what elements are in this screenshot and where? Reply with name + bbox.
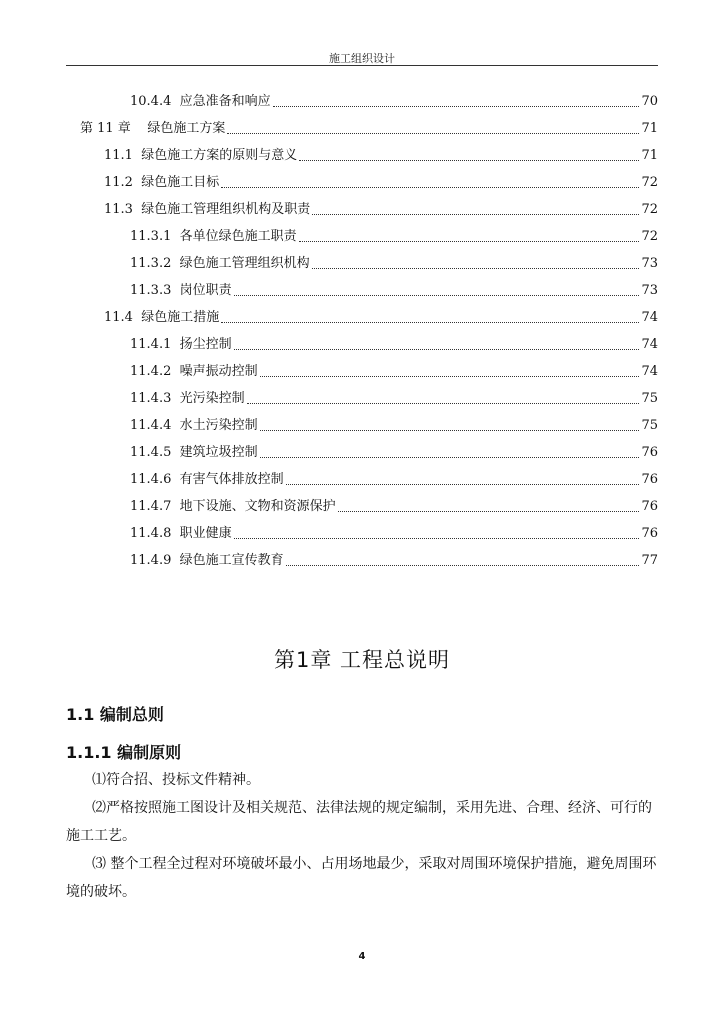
toc-entry[interactable]	[130, 227, 658, 247]
toc-entry-label: 11.4.3 光污染控制	[130, 391, 245, 406]
toc-entry[interactable]	[130, 416, 658, 436]
toc-entry-label: 10.4.4 应急准备和响应	[130, 94, 271, 109]
toc-entry[interactable]	[130, 281, 658, 301]
toc-leader-dots	[260, 456, 640, 458]
toc-entry-label: 11.4.4 水土污染控制	[130, 418, 258, 433]
toc-leader-dots	[312, 213, 639, 215]
toc-entry-label: 11.4.7 地下设施、文物和资源保护	[130, 499, 336, 514]
toc-leader-dots	[312, 267, 640, 269]
toc-entry-page: 75	[641, 391, 658, 406]
toc-leader-dots	[234, 348, 640, 350]
toc-entry-label: 11.4.1 扬尘控制	[130, 337, 232, 352]
toc-entry-page: 71	[641, 121, 658, 136]
paragraph-text: ⑴符合招、投标文件精神。	[92, 772, 260, 788]
subsection-heading: 1.1.1 编制原则	[66, 743, 182, 762]
toc-entry[interactable]	[130, 524, 658, 544]
toc-entry-label: 第 11 章 绿色施工方案	[80, 121, 226, 136]
toc-leader-dots	[286, 483, 640, 485]
toc-entry-page: 76	[641, 526, 658, 541]
toc-entry-page: 73	[641, 256, 658, 271]
running-header: 施工组织设计	[329, 52, 395, 65]
toc-leader-dots	[299, 240, 640, 242]
toc-entry-page: 72	[641, 202, 658, 217]
toc-entry-page: 70	[641, 94, 658, 109]
toc-entry-label: 11.3 绿色施工管理组织机构及职责	[104, 202, 311, 217]
chapter-title: 第1章 工程总说明	[273, 648, 451, 672]
toc-entry[interactable]	[130, 389, 658, 409]
toc-entry[interactable]	[130, 443, 658, 463]
toc-entry[interactable]	[130, 362, 658, 382]
body-paragraph	[66, 766, 658, 794]
toc-entry-page: 71	[641, 148, 658, 163]
body-paragraph	[66, 850, 658, 906]
page-number: 4	[358, 951, 366, 962]
toc-leader-dots	[247, 402, 640, 404]
toc-leader-dots	[260, 429, 640, 431]
paragraph-text: ⑶ 整个工程全过程对环境破坏最小、占用场地最少，采取对周围环境保护措施，避免周围环境的破坏。	[66, 856, 657, 900]
toc-entry-page: 72	[641, 175, 658, 190]
toc-entry-page: 72	[641, 229, 658, 244]
toc-leader-dots	[234, 537, 640, 539]
toc-entry[interactable]	[130, 92, 658, 112]
toc-entry-page: 74	[641, 337, 658, 352]
toc-leader-dots	[299, 159, 639, 161]
toc-entry-page: 75	[641, 418, 658, 433]
toc-entry-page: 76	[641, 499, 658, 514]
toc-entry-label: 11.4.8 职业健康	[130, 526, 232, 541]
toc-entry-label: 11.4.2 噪声振动控制	[130, 364, 258, 379]
toc-entry-label: 11.3.1 各单位绿色施工职责	[130, 229, 297, 244]
toc-entry-label: 11.3.3 岗位职责	[130, 283, 232, 298]
toc-entry-page: 74	[641, 310, 658, 325]
toc-entry[interactable]	[104, 146, 658, 166]
toc-entry[interactable]	[130, 551, 658, 571]
toc-entry[interactable]	[130, 470, 658, 490]
toc-leader-dots	[221, 321, 639, 323]
toc-leader-dots	[338, 510, 640, 512]
header-divider	[66, 65, 658, 66]
toc-entry-page: 76	[641, 472, 658, 487]
toc-entry-label: 11.4.6 有害气体排放控制	[130, 472, 284, 487]
toc-entry-page: 74	[641, 364, 658, 379]
toc-entry-label: 11.1 绿色施工方案的原则与意义	[104, 148, 298, 163]
toc-leader-dots	[260, 375, 640, 377]
toc-entry[interactable]	[80, 119, 658, 139]
toc-leader-dots	[286, 564, 640, 566]
toc-entry[interactable]	[104, 173, 658, 193]
toc-entry-label: 11.2 绿色施工目标	[104, 175, 220, 190]
toc-entry[interactable]	[130, 335, 658, 355]
toc-entry-page: 77	[641, 553, 658, 568]
toc-entry-page: 76	[641, 445, 658, 460]
toc-entry-label: 11.4 绿色施工措施	[104, 310, 220, 325]
toc-entry-page: 73	[641, 283, 658, 298]
toc-entry[interactable]	[130, 497, 658, 517]
toc-entry-label: 11.4.9 绿色施工宣传教育	[130, 553, 284, 568]
toc-entry-label: 11.4.5 建筑垃圾控制	[130, 445, 258, 460]
toc-entry[interactable]	[104, 200, 658, 220]
paragraph-text: ⑵严格按照施工图设计及相关规范、法律法规的规定编制，采用先进、合理、经济、可行的施工工艺。	[66, 800, 652, 844]
body-paragraph	[66, 794, 658, 850]
toc-leader-dots	[234, 294, 640, 296]
toc-entry[interactable]	[130, 254, 658, 274]
section-heading: 1.1 编制总则	[66, 705, 164, 724]
toc-leader-dots	[273, 105, 640, 107]
toc-leader-dots	[221, 186, 639, 188]
toc-entry-label: 11.3.2 绿色施工管理组织机构	[130, 256, 310, 271]
toc-leader-dots	[227, 132, 639, 134]
toc-entry[interactable]	[104, 308, 658, 328]
